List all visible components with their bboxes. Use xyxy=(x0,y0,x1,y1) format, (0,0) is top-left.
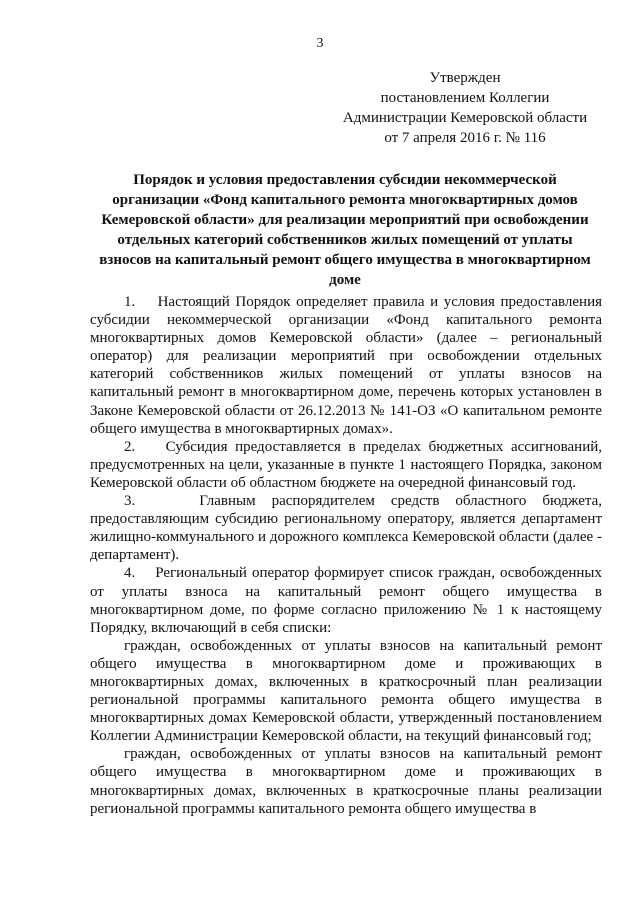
paragraph-1: 1. Настоящий Порядок определяет правила и условия предоставления субсидии некоммерческой организации «Фонд капитального ремонта многоквартирных домов Кемеровской области» (далее – региональный оператор) для реализации мероприятий при освобождении отдельных категорий собственников жилых помещений от уплаты взносов на капитальный ремонт в многоквартирном доме, перечень которых установлен в Законе Кемеровской области от 26.12.2013 № 141-ОЗ «О капитальном ремонте общего имущества в многоквартирных домах». xyxy=(90,294,602,437)
title-line: Порядок и условия предоставления субсидии некоммерческой xyxy=(133,172,557,188)
approval-line: Утвержден xyxy=(429,70,501,86)
title-line: взносов на капитальный ремонт общего имущества в многоквартирном xyxy=(99,252,591,268)
approval-line: Администрации Кемеровской области xyxy=(342,110,588,126)
approval-line: постановлением Коллегии xyxy=(380,90,550,106)
title-line: организации «Фонд капитального ремонта многоквартирных домов xyxy=(112,192,578,208)
title-line: доме xyxy=(329,272,361,288)
list-item: граждан, освобожденных от уплаты взносов на капитальный ремонт общего имущества в многоквартирном доме и проживающих в многоквартирных домах, включенных в краткосрочный план реализации региональной программы капитального ремонта общего имущества в многоквартирных домах Кемеровской области, утвержденный постановлением Коллегии Администрации Кемеровской области, на текущий финансовый год; xyxy=(90,637,602,745)
list-item: граждан, освобожденных от уплаты взносов на капитальный ремонт общего имущества в многоквартирном доме и проживающих в многоквартирных домах, включенных в краткосрочные планы реализации региональной программы капитального ремонта общего имущества в xyxy=(90,746,602,817)
page-number: 3 xyxy=(316,36,324,51)
title-line: отдельных категорий собственников жилых помещений от уплаты xyxy=(117,232,573,248)
paragraph-4: 4. Региональный оператор формирует список граждан, освобожденных от уплаты взноса на капитальный ремонт общего имущества в многоквартирном доме, по форме согласно приложению № 1 к настоящему Порядку, включающий в себя списки: xyxy=(90,565,602,636)
document-title xyxy=(90,170,600,290)
paragraph-3: 3. Главным распорядителем средств областного бюджета, предоставляющим субсидию региональному оператору, является департамент жилищно-коммунального и дорожного комплекса Кемеровской области (далее - департамент). xyxy=(90,493,602,564)
paragraph-2: 2. Субсидия предоставляется в пределах бюджетных ассигнований, предусмотренных на цели, указанные в пункте 1 настоящего Порядка, законом Кемеровской области об областном бюджете на очередной финансовый год. xyxy=(90,438,602,491)
approval-line: от 7 апреля 2016 г. № 116 xyxy=(384,130,546,146)
title-line: Кемеровской области» для реализации мероприятий при освобождении xyxy=(101,212,589,228)
approval-block xyxy=(340,68,590,148)
document-body xyxy=(90,293,602,818)
